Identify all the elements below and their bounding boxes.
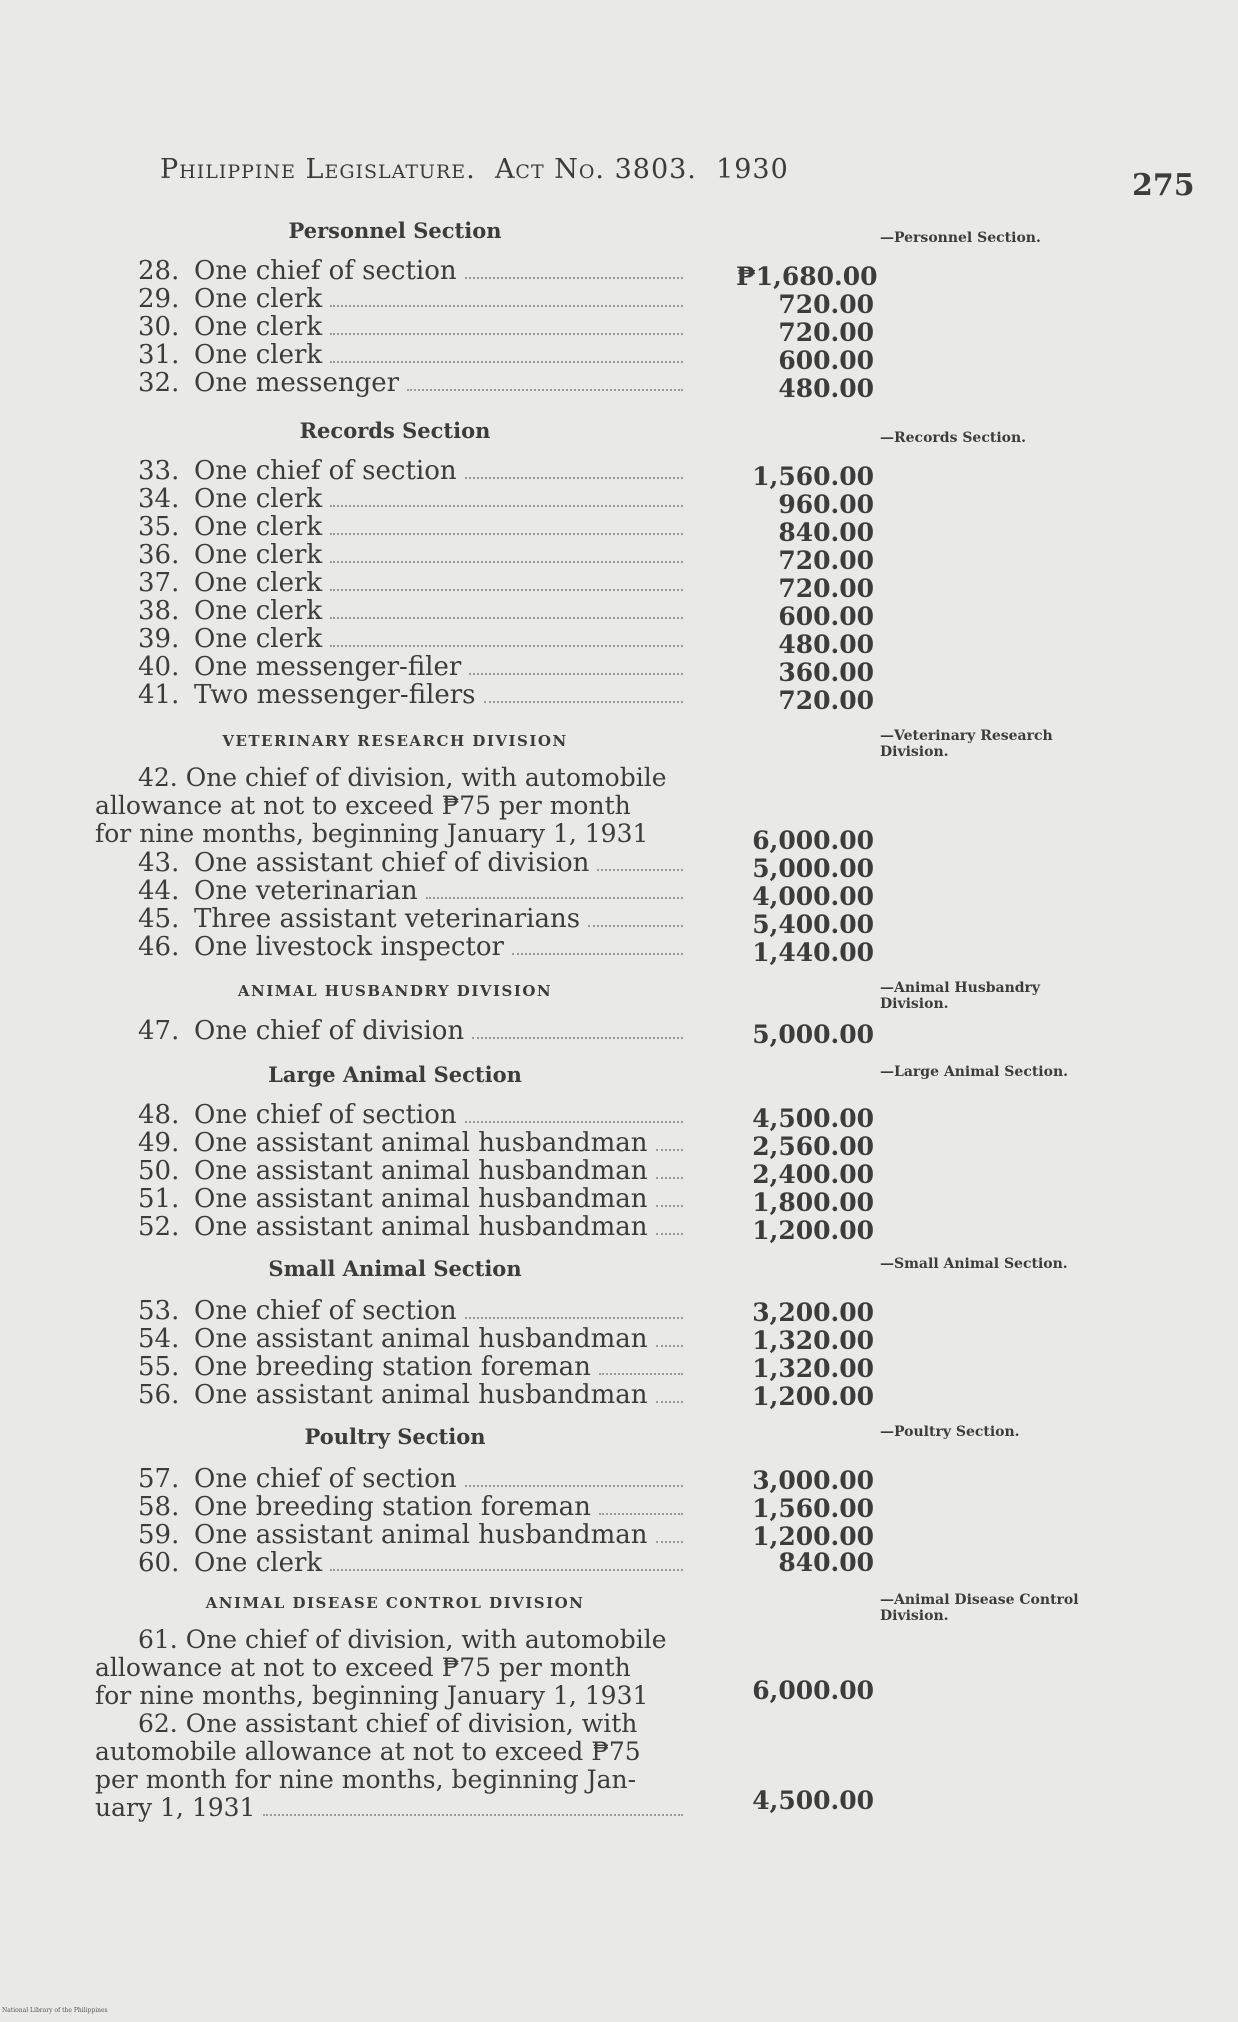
section-title: Records Section (299, 418, 491, 443)
item-number: 31. (138, 340, 180, 370)
leader-dots (465, 477, 683, 479)
item-text: One messenger (194, 368, 400, 398)
list-item (138, 1324, 683, 1354)
list-item (138, 568, 683, 598)
item-text: One clerk (194, 540, 323, 570)
leader-dots (330, 533, 683, 535)
leader-dots (330, 617, 683, 619)
item-amount: 960.00 (778, 490, 874, 519)
list-item (138, 652, 683, 682)
leader-dots (426, 897, 683, 899)
header-title: Philippine Legislature. (160, 154, 476, 185)
item-amount: 720.00 (778, 686, 874, 715)
item-text: One chief of section (194, 456, 457, 486)
item-amount: 1,560.00 (752, 1494, 874, 1523)
leader-dots (330, 561, 683, 563)
item-number: 35. (138, 512, 180, 542)
list-item (138, 1464, 683, 1494)
list-item (138, 904, 683, 934)
item-amount: 6,000.00 (752, 826, 874, 855)
item-text: One chief of section (194, 1100, 457, 1130)
list-item (138, 932, 683, 962)
list-item (138, 1212, 683, 1242)
division-title: ANIMAL DISEASE CONTROL DIVISION (205, 1594, 585, 1612)
leader-dots (330, 505, 683, 507)
item-number: 37. (138, 568, 180, 598)
item-amount: 2,400.00 (752, 1160, 874, 1189)
item-amount: 720.00 (778, 318, 874, 347)
leader-dots (263, 1814, 683, 1816)
list-item (138, 368, 683, 398)
item-number: 45. (138, 904, 180, 934)
list-item (138, 456, 683, 486)
section-title: Poultry Section (304, 1424, 486, 1449)
item-number: 46. (138, 932, 180, 962)
list-item (138, 848, 683, 878)
list-item (138, 1184, 683, 1214)
leader-dots (465, 1485, 683, 1487)
leader-dots (407, 389, 683, 391)
paragraph-line: for nine months, beginning January 1, 1931 (95, 819, 649, 848)
list-item (138, 680, 683, 710)
list-item (138, 1296, 683, 1326)
item-amount: 3,000.00 (752, 1466, 874, 1495)
item-number: 48. (138, 1100, 180, 1130)
list-item (138, 1128, 683, 1158)
item-number: 43. (138, 848, 180, 878)
paragraph-item (95, 1626, 683, 1710)
leader-dots (465, 277, 683, 279)
item-text: One assistant animal husbandman (194, 1380, 648, 1410)
item-text: One clerk (194, 312, 323, 342)
item-amount: 5,000.00 (752, 1020, 874, 1049)
leader-dots (588, 925, 683, 927)
margin-note: —Animal Disease Control Division. (880, 1592, 1079, 1624)
item-text: One clerk (194, 1548, 323, 1578)
item-text: Three assistant veterinarians (194, 904, 581, 934)
header-act: Act No. 3803. (494, 154, 697, 185)
list-item (138, 1156, 683, 1186)
leader-dots (330, 333, 683, 335)
item-amount: 4,500.00 (752, 1104, 874, 1133)
item-number: 28. (138, 256, 180, 286)
list-item (138, 512, 683, 542)
paragraph-line: 61. One chief of division, with automobile (138, 1625, 667, 1654)
item-number: 33. (138, 456, 180, 486)
margin-note: —Large Animal Section. (880, 1064, 1069, 1080)
leader-dots (656, 1345, 683, 1347)
item-amount: 3,200.00 (752, 1298, 874, 1327)
item-amount: 360.00 (778, 658, 874, 687)
item-amount: ₱1,680.00 (736, 262, 878, 291)
leader-dots (656, 1233, 683, 1235)
leader-dots (330, 645, 683, 647)
item-number: 47. (138, 1016, 180, 1046)
section-title: Large Animal Section (268, 1062, 522, 1087)
item-number: 58. (138, 1492, 180, 1522)
leader-dots (599, 1373, 683, 1375)
item-text: One assistant animal husbandman (194, 1128, 648, 1158)
item-number: 55. (138, 1352, 180, 1382)
item-number: 60. (138, 1548, 180, 1578)
item-text: One breeding station foreman (194, 1352, 591, 1382)
item-amount: 1,200.00 (752, 1216, 874, 1245)
list-item (138, 876, 683, 906)
item-number: 53. (138, 1296, 180, 1326)
item-number: 59. (138, 1520, 180, 1550)
leader-dots (465, 1121, 683, 1123)
item-text: One clerk (194, 340, 323, 370)
item-amount: 600.00 (778, 602, 874, 631)
item-text: One assistant chief of division (194, 848, 590, 878)
item-text: One chief of division (194, 1016, 465, 1046)
list-item (138, 340, 683, 370)
item-text: One breeding station foreman (194, 1492, 591, 1522)
item-text: One chief of section (194, 256, 457, 286)
section-title: Small Animal Section (268, 1256, 522, 1281)
item-number: 39. (138, 624, 180, 654)
list-item (138, 540, 683, 570)
paragraph-line: 62. One assistant chief of division, with (138, 1709, 638, 1738)
list-item (138, 312, 683, 342)
leader-dots (512, 953, 683, 955)
item-amount: 840.00 (778, 1548, 874, 1577)
item-amount: 720.00 (778, 546, 874, 575)
list-item (138, 1100, 683, 1130)
item-text: One assistant animal husbandman (194, 1520, 648, 1550)
division-title: VETERINARY RESEARCH DIVISION (222, 732, 568, 750)
paragraph-line: allowance at not to exceed ₱75 per month (95, 791, 631, 820)
item-text: One assistant animal husbandman (194, 1324, 648, 1354)
item-text: One assistant animal husbandman (194, 1184, 648, 1214)
item-number: 36. (138, 540, 180, 570)
item-amount: 840.00 (778, 518, 874, 547)
item-text: One assistant animal husbandman (194, 1212, 648, 1242)
item-text: Two messenger-filers (194, 680, 476, 710)
item-text: One livestock inspector (194, 932, 504, 962)
header-year: 1930 (716, 154, 789, 185)
item-text: One messenger-filer (194, 652, 462, 682)
paragraph-item (95, 1710, 683, 1823)
margin-note: —Small Animal Section. (880, 1256, 1068, 1272)
leader-dots (330, 305, 683, 307)
item-amount: 480.00 (778, 630, 874, 659)
item-number: 50. (138, 1156, 180, 1186)
page-header (160, 154, 789, 185)
item-amount: 6,000.00 (752, 1676, 874, 1705)
leader-dots (465, 1317, 683, 1319)
list-item (138, 1520, 683, 1550)
item-number: 51. (138, 1184, 180, 1214)
paragraph-last-line (95, 1794, 683, 1823)
item-number: 41. (138, 680, 180, 710)
margin-note: —Poultry Section. (880, 1424, 1020, 1440)
item-amount: 1,320.00 (752, 1326, 874, 1355)
division-title: ANIMAL HUSBANDRY DIVISION (237, 982, 553, 1000)
leader-dots (330, 589, 683, 591)
leader-dots (599, 1513, 683, 1515)
item-text: One chief of section (194, 1464, 457, 1494)
item-amount: 1,200.00 (752, 1522, 874, 1551)
item-text: One clerk (194, 624, 323, 654)
item-amount: 600.00 (778, 346, 874, 375)
item-amount: 480.00 (778, 374, 874, 403)
list-item (138, 596, 683, 626)
item-number: 29. (138, 284, 180, 314)
scan-footer: National Library of the Philippines (2, 2007, 108, 2014)
leader-dots (597, 869, 683, 871)
leader-dots (484, 701, 683, 703)
item-amount: 1,560.00 (752, 462, 874, 491)
item-number: 30. (138, 312, 180, 342)
list-item (138, 256, 683, 286)
leader-dots (656, 1401, 683, 1403)
item-amount: 1,200.00 (752, 1382, 874, 1411)
item-amount: 1,320.00 (752, 1354, 874, 1383)
list-item (138, 284, 683, 314)
item-number: 44. (138, 876, 180, 906)
paragraph-line: 42. One chief of division, with automobile (138, 763, 667, 792)
item-amount: 720.00 (778, 290, 874, 319)
list-item (138, 1492, 683, 1522)
item-text: One clerk (194, 284, 323, 314)
paragraph-line: uary 1, 1931 (95, 1793, 256, 1822)
leader-dots (656, 1541, 683, 1543)
paragraph-line: allowance at not to exceed ₱75 per month (95, 1653, 631, 1682)
leader-dots (472, 1037, 683, 1039)
paragraph-item (95, 764, 683, 848)
item-amount: 1,800.00 (752, 1188, 874, 1217)
leader-dots (330, 361, 683, 363)
paragraph-line: automobile allowance at not to exceed ₱75 (95, 1737, 641, 1766)
leader-dots (469, 673, 683, 675)
leader-dots (656, 1149, 683, 1151)
item-text: One clerk (194, 596, 323, 626)
item-text: One clerk (194, 568, 323, 598)
list-item (138, 1016, 683, 1046)
item-amount: 4,000.00 (752, 882, 874, 911)
page-number: 275 (1132, 168, 1195, 203)
item-amount: 5,400.00 (752, 910, 874, 939)
item-amount: 1,440.00 (752, 938, 874, 967)
item-number: 52. (138, 1212, 180, 1242)
margin-note: —Animal Husbandry Division. (880, 980, 1041, 1012)
item-amount: 720.00 (778, 574, 874, 603)
item-text: One clerk (194, 484, 323, 514)
list-item (138, 1548, 683, 1578)
item-amount: 2,560.00 (752, 1132, 874, 1161)
margin-note: —Veterinary Research Division. (880, 728, 1053, 760)
paragraph-line: per month for nine months, beginning Jan- (95, 1765, 637, 1794)
item-text: One chief of section (194, 1296, 457, 1326)
item-text: One assistant animal husbandman (194, 1156, 648, 1186)
item-number: 38. (138, 596, 180, 626)
list-item (138, 624, 683, 654)
item-number: 34. (138, 484, 180, 514)
item-amount: 4,500.00 (752, 1786, 874, 1815)
item-number: 57. (138, 1464, 180, 1494)
list-item (138, 484, 683, 514)
item-amount: 5,000.00 (752, 854, 874, 883)
item-number: 56. (138, 1380, 180, 1410)
margin-note: —Records Section. (880, 430, 1027, 446)
section-title: Personnel Section (288, 218, 502, 243)
leader-dots (656, 1205, 683, 1207)
margin-note: —Personnel Section. (880, 230, 1041, 246)
item-number: 49. (138, 1128, 180, 1158)
item-number: 54. (138, 1324, 180, 1354)
item-number: 40. (138, 652, 180, 682)
item-number: 32. (138, 368, 180, 398)
item-text: One veterinarian (194, 876, 418, 906)
item-text: One clerk (194, 512, 323, 542)
list-item (138, 1380, 683, 1410)
paragraph-line: for nine months, beginning January 1, 1931 (95, 1681, 649, 1710)
leader-dots (330, 1569, 683, 1571)
list-item (138, 1352, 683, 1382)
leader-dots (656, 1177, 683, 1179)
